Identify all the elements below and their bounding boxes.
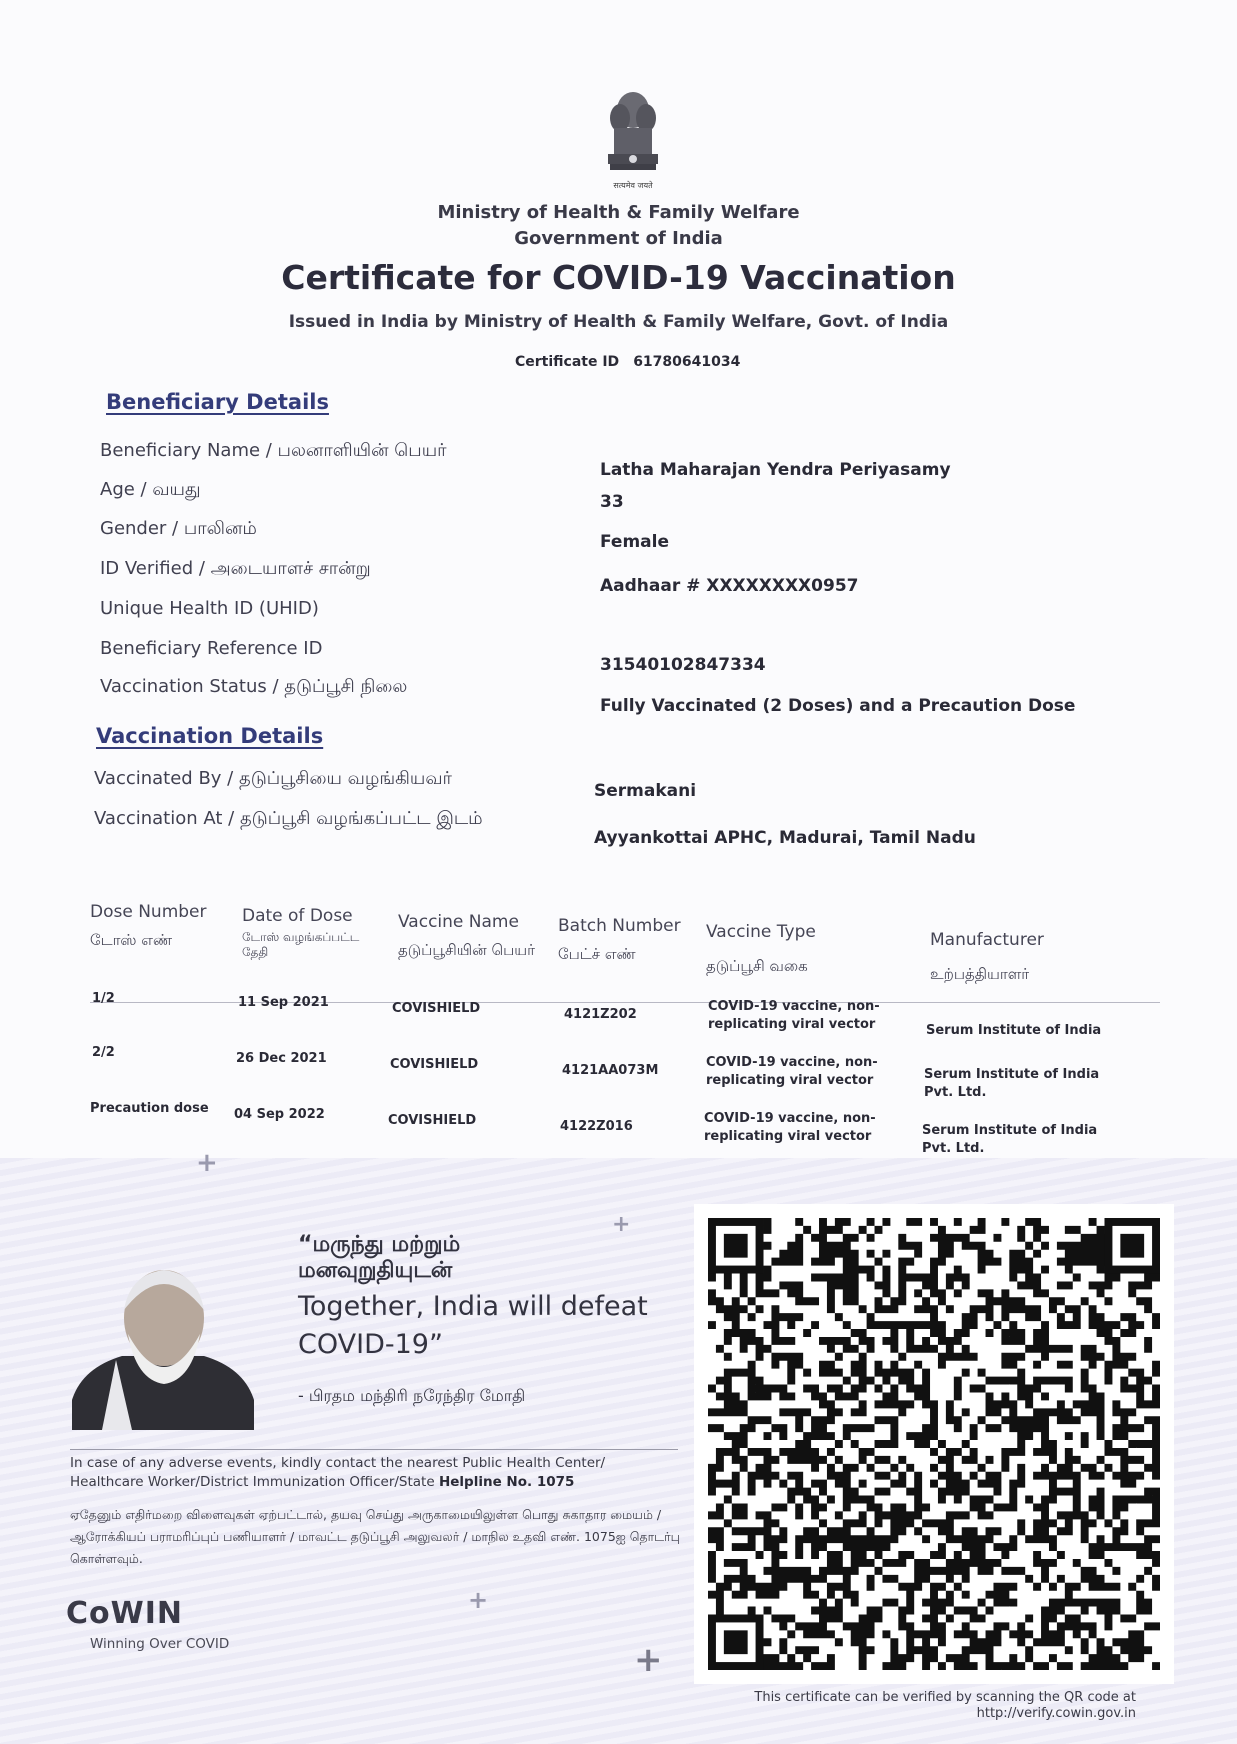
- dose-1-batch: 4121Z202: [564, 1007, 637, 1022]
- dose-2-vaccine-name: COVISHIELD: [390, 1057, 479, 1072]
- verify-note: [720, 1690, 1136, 1722]
- dose-3-vaccine-name: COVISHIELD: [388, 1113, 477, 1128]
- helpline-english: [70, 1454, 680, 1492]
- dose-2-number: 2/2: [92, 1045, 115, 1060]
- helpline-tamil: ஏதேனும் எதிர்மறை விளைவுகள் ஏற்பட்டால், தயவு செய்து அருகாமையிலுள்ள பொது சுகாதார மையம் / ஆரோக்கியப் பராமரிப்புப் பணியாளர் / மாவட்ட தடுப்பூசி அலுவலர் / மாநில உதவி எண். 1075ஐ தொடர்பு கொள்ளவும்.: [70, 1507, 680, 1566]
- emblem-caption: सत्यमेव जयते: [613, 181, 653, 190]
- plus-decoration-icon: +: [634, 1640, 663, 1680]
- dose-2-type: COVID-19 vaccine, non-replicating viral vector: [706, 1055, 878, 1088]
- plus-decoration-icon: +: [468, 1586, 489, 1614]
- issued-by: Issued in India by Ministry of Health & Family Welfare, Govt. of India: [288, 312, 949, 332]
- vaccination-status-label: Vaccination Status / தடுப்பூசி நிலை: [100, 676, 408, 697]
- dose-3-batch: 4122Z016: [560, 1119, 633, 1134]
- quote-tamil-line-1: “மருந்து மற்றும்: [298, 1232, 461, 1257]
- qr-code-icon: [708, 1218, 1160, 1670]
- header-batch-number: Batch Number பேட்ச் எண்: [558, 916, 681, 963]
- uhid-label: Unique Health ID (UHID): [100, 598, 319, 619]
- cowin-tagline: Winning Over COVID: [90, 1636, 230, 1652]
- vaccination-status-value: Fully Vaccinated (2 Doses) and a Precaution Dose: [600, 696, 1076, 716]
- dose-3-number: Precaution dose: [90, 1101, 209, 1116]
- certificate-id: [515, 354, 754, 370]
- dose-2-batch: 4121AA073M: [562, 1063, 659, 1078]
- id-verified-value: Aadhaar # XXXXXXXX0957: [600, 576, 859, 596]
- dose-1-manufacturer: Serum Institute of India: [926, 1023, 1102, 1038]
- header-date-of-dose: Date of Dose டோஸ் வழங்கப்பட்ட தேதி: [242, 906, 360, 959]
- helpline-text: In case of any adverse events, kindly contact the nearest Public Health Center/ Healthcare Worker/District Immunization Officer/State: [70, 1455, 606, 1490]
- gender-value: Female: [600, 532, 669, 552]
- verify-line-1: This certificate can be verified by scanning the QR code at: [754, 1690, 1136, 1705]
- vaccination-at-label: Vaccination At / தடுப்பூசி வழங்கப்பட்ட இடம்: [94, 808, 483, 829]
- vaccinated-by-label: Vaccinated By / தடுப்பூசியை வழங்கியவர்: [94, 768, 452, 789]
- vaccination-at-value: Ayyankottai APHC, Madurai, Tamil Nadu: [594, 828, 976, 848]
- quote-english-line-2: COVID-19”: [298, 1329, 443, 1360]
- id-verified-label: ID Verified / அடையாளச் சான்று: [100, 558, 371, 579]
- certificate-id-label: Certificate ID: [515, 354, 620, 370]
- quote-attribution: - பிரதம மந்திரி நரேந்திர மோதி: [298, 1386, 526, 1405]
- quote-divider: [70, 1449, 678, 1450]
- beneficiary-name-label: Beneficiary Name / பலனாளியின் பெயர்: [100, 440, 447, 461]
- gender-label: Gender / பாலினம்: [100, 518, 257, 539]
- dose-1-number: 1/2: [92, 991, 115, 1006]
- vaccinated-by-value: Sermakani: [594, 781, 697, 801]
- page-title: Certificate for COVID-19 Vaccination: [281, 258, 956, 297]
- plus-decoration-icon: +: [196, 1148, 218, 1178]
- header-dose-number: Dose Number டோஸ் எண்: [90, 902, 207, 949]
- dose-3-date: 04 Sep 2022: [234, 1107, 325, 1122]
- dose-3-type: COVID-19 vaccine, non-replicating viral vector: [704, 1111, 876, 1144]
- dose-2-date: 26 Dec 2021: [236, 1051, 327, 1066]
- plus-decoration-icon: +: [612, 1212, 631, 1237]
- beneficiary-heading: Beneficiary Details: [106, 390, 329, 414]
- reference-id-label: Beneficiary Reference ID: [100, 638, 323, 659]
- dose-3-manufacturer: Serum Institute of India Pvt. Ltd.: [922, 1123, 1098, 1156]
- certificate-id-value: 61780641034: [633, 354, 741, 370]
- header-vaccine-name: Vaccine Name தடுப்பூசியின் பெயர்: [398, 912, 535, 959]
- verify-url[interactable]: http://verify.cowin.gov.in: [976, 1706, 1136, 1721]
- prime-minister-portrait: [72, 1250, 254, 1430]
- quote-block: [298, 1232, 648, 1407]
- ministry-line-1: Ministry of Health & Family Welfare: [437, 202, 800, 223]
- header-manufacturer: Manufacturer உற்பத்தியாளர்: [930, 930, 1044, 983]
- national-emblem-icon: [598, 88, 668, 198]
- age-value: 33: [600, 492, 624, 512]
- qr-code-frame: [694, 1204, 1174, 1684]
- quote-tamil-line-2: மனவுறுதியுடன்: [298, 1258, 453, 1283]
- vaccination-heading: Vaccination Details: [96, 724, 324, 748]
- dose-1-vaccine-name: COVISHIELD: [392, 1001, 481, 1016]
- helpline-number: Helpline No. 1075: [438, 1474, 575, 1490]
- dose-2-manufacturer: Serum Institute of India Pvt. Ltd.: [924, 1067, 1100, 1100]
- dose-1-date: 11 Sep 2021: [238, 995, 329, 1010]
- dose-1-type: COVID-19 vaccine, non-replicating viral vector: [708, 999, 880, 1032]
- beneficiary-name-value: Latha Maharajan Yendra Periyasamy: [600, 460, 951, 480]
- cowin-logo: CoWIN: [66, 1596, 183, 1631]
- ministry-line-2: Government of India: [514, 228, 723, 249]
- age-label: Age / வயது: [100, 479, 201, 500]
- ministry-name: [0, 200, 1237, 252]
- reference-id-value: 31540102847334: [600, 655, 766, 675]
- quote-english-line-1: Together, India will defeat: [298, 1291, 648, 1322]
- header-vaccine-type: Vaccine Type தடுப்பூசி வகை: [706, 922, 816, 975]
